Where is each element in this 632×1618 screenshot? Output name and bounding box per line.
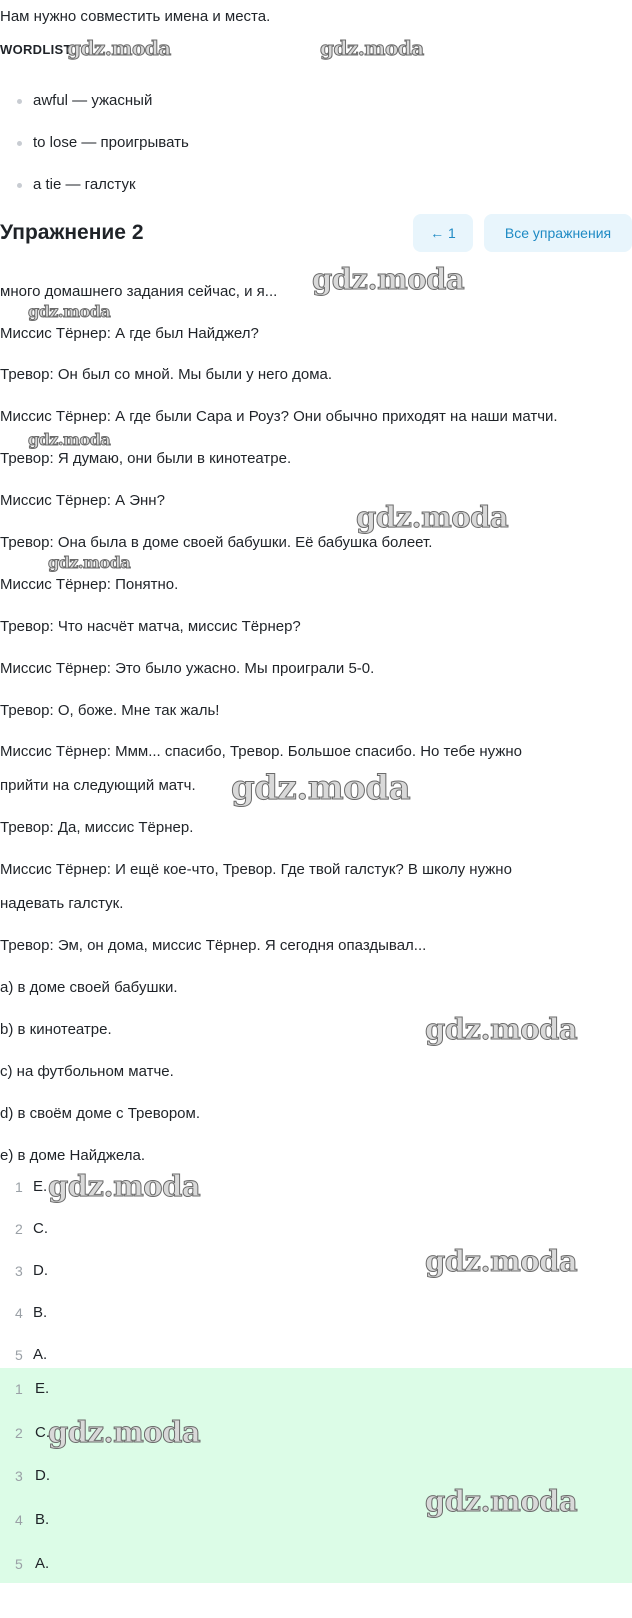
watermark: gdz.moda [425, 1012, 578, 1046]
bullet-dot [17, 99, 22, 104]
wordlist-label: WORDLIST [0, 42, 72, 57]
watermark: gdz.moda [312, 262, 465, 296]
answer-number: 1 [15, 1179, 23, 1195]
answer-number: 2 [15, 1425, 23, 1441]
option-line: a) в доме своей бабушки. [0, 979, 178, 996]
answer-number: 5 [15, 1347, 23, 1363]
answer-number: 4 [15, 1512, 23, 1528]
dialogue-line: много домашнего задания сейчас, и я... [0, 283, 278, 300]
answer-value: D. [35, 1467, 50, 1484]
dialogue-line: Миссис Тёрнер: А где были Сара и Роуз? Они обычно приходят на наши матчи. [0, 408, 558, 425]
dialogue-line: прийти на следующий матч. [0, 777, 196, 794]
watermark: gdz.moda [67, 36, 171, 60]
answer-value: A. [33, 1346, 48, 1363]
intro-text: Нам нужно совместить имена и места. [0, 8, 271, 25]
dialogue-line: Миссис Тёрнер: А Энн? [0, 492, 165, 509]
option-line: d) в своём доме с Тревором. [0, 1105, 201, 1122]
watermark: gdz.moda [48, 1415, 201, 1449]
watermark: gdz.moda [28, 430, 111, 449]
dialogue-line: Тревор: Он был со мной. Мы были у него дома. [0, 366, 333, 383]
watermark: gdz.moda [425, 1484, 578, 1518]
answer-value: B. [35, 1511, 50, 1528]
wordlist-item: a tie — галстук [33, 176, 136, 193]
answer-value: D. [33, 1262, 48, 1279]
all-exercises-button[interactable]: Все упражнения [484, 214, 632, 252]
dialogue-line: Миссис Тёрнер: Ммм... спасибо, Тревор. Большое спасибо. Но тебе нужно [0, 743, 522, 760]
watermark: gdz.moda [425, 1244, 578, 1278]
answer-number: 3 [15, 1468, 23, 1484]
answer-number: 5 [15, 1556, 23, 1572]
watermark: gdz.moda [231, 768, 411, 808]
answer-value: C. [35, 1424, 50, 1441]
exercise-title: Упражнение 2 [0, 221, 144, 244]
watermark: gdz.moda [356, 500, 509, 534]
dialogue-line: Тревор: Эм, он дома, миссис Тёрнер. Я сегодня опаздывал... [0, 937, 427, 954]
watermark: gdz.moda [28, 302, 111, 321]
answer-value: E. [33, 1178, 48, 1195]
dialogue-line: Миссис Тёрнер: И ещё кое-что, Тревор. Где твой галстук? В школу нужно [0, 861, 512, 878]
watermark: gdz.moda [48, 553, 131, 572]
option-line: e) в доме Найджела. [0, 1147, 146, 1164]
answer-number: 4 [15, 1305, 23, 1321]
answer-value: A. [35, 1555, 50, 1572]
answer-value: B. [33, 1304, 48, 1321]
watermark: gdz.moda [48, 1169, 201, 1203]
dialogue-line: Тревор: Она была в доме своей бабушки. Её бабушка болеет. [0, 534, 433, 551]
watermark: gdz.moda [320, 36, 424, 60]
dialogue-line: Тревор: Да, миссис Тёрнер. [0, 819, 194, 836]
dialogue-line: надевать галстук. [0, 895, 124, 912]
dialogue-line: Миссис Тёрнер: Понятно. [0, 576, 179, 593]
dialogue-line: Тревор: Я думаю, они были в кинотеатре. [0, 450, 292, 467]
wordlist-item: to lose — проигрывать [33, 134, 189, 151]
answer-number: 1 [15, 1381, 23, 1397]
dialogue-line: Миссис Тёрнер: Это было ужасно. Мы проиграли 5-0. [0, 660, 375, 677]
dialogue-line: Миссис Тёрнер: А где был Найджел? [0, 325, 259, 342]
answer-value: E. [35, 1380, 50, 1397]
bullet-dot [17, 141, 22, 146]
dialogue-line: Тревор: О, боже. Мне так жаль! [0, 702, 220, 719]
option-line: c) на футбольном матче. [0, 1063, 174, 1080]
bullet-dot [17, 183, 22, 188]
answer-value: C. [33, 1220, 48, 1237]
dialogue-line: Тревор: Что насчёт матча, миссис Тёрнер? [0, 618, 301, 635]
answer-number: 2 [15, 1221, 23, 1237]
prev-exercise-button[interactable]: ← 1 [413, 214, 473, 252]
answer-block-highlight [0, 1368, 632, 1583]
option-line: b) в кинотеатре. [0, 1021, 112, 1038]
wordlist-item: awful — ужасный [33, 92, 153, 109]
answer-number: 3 [15, 1263, 23, 1279]
